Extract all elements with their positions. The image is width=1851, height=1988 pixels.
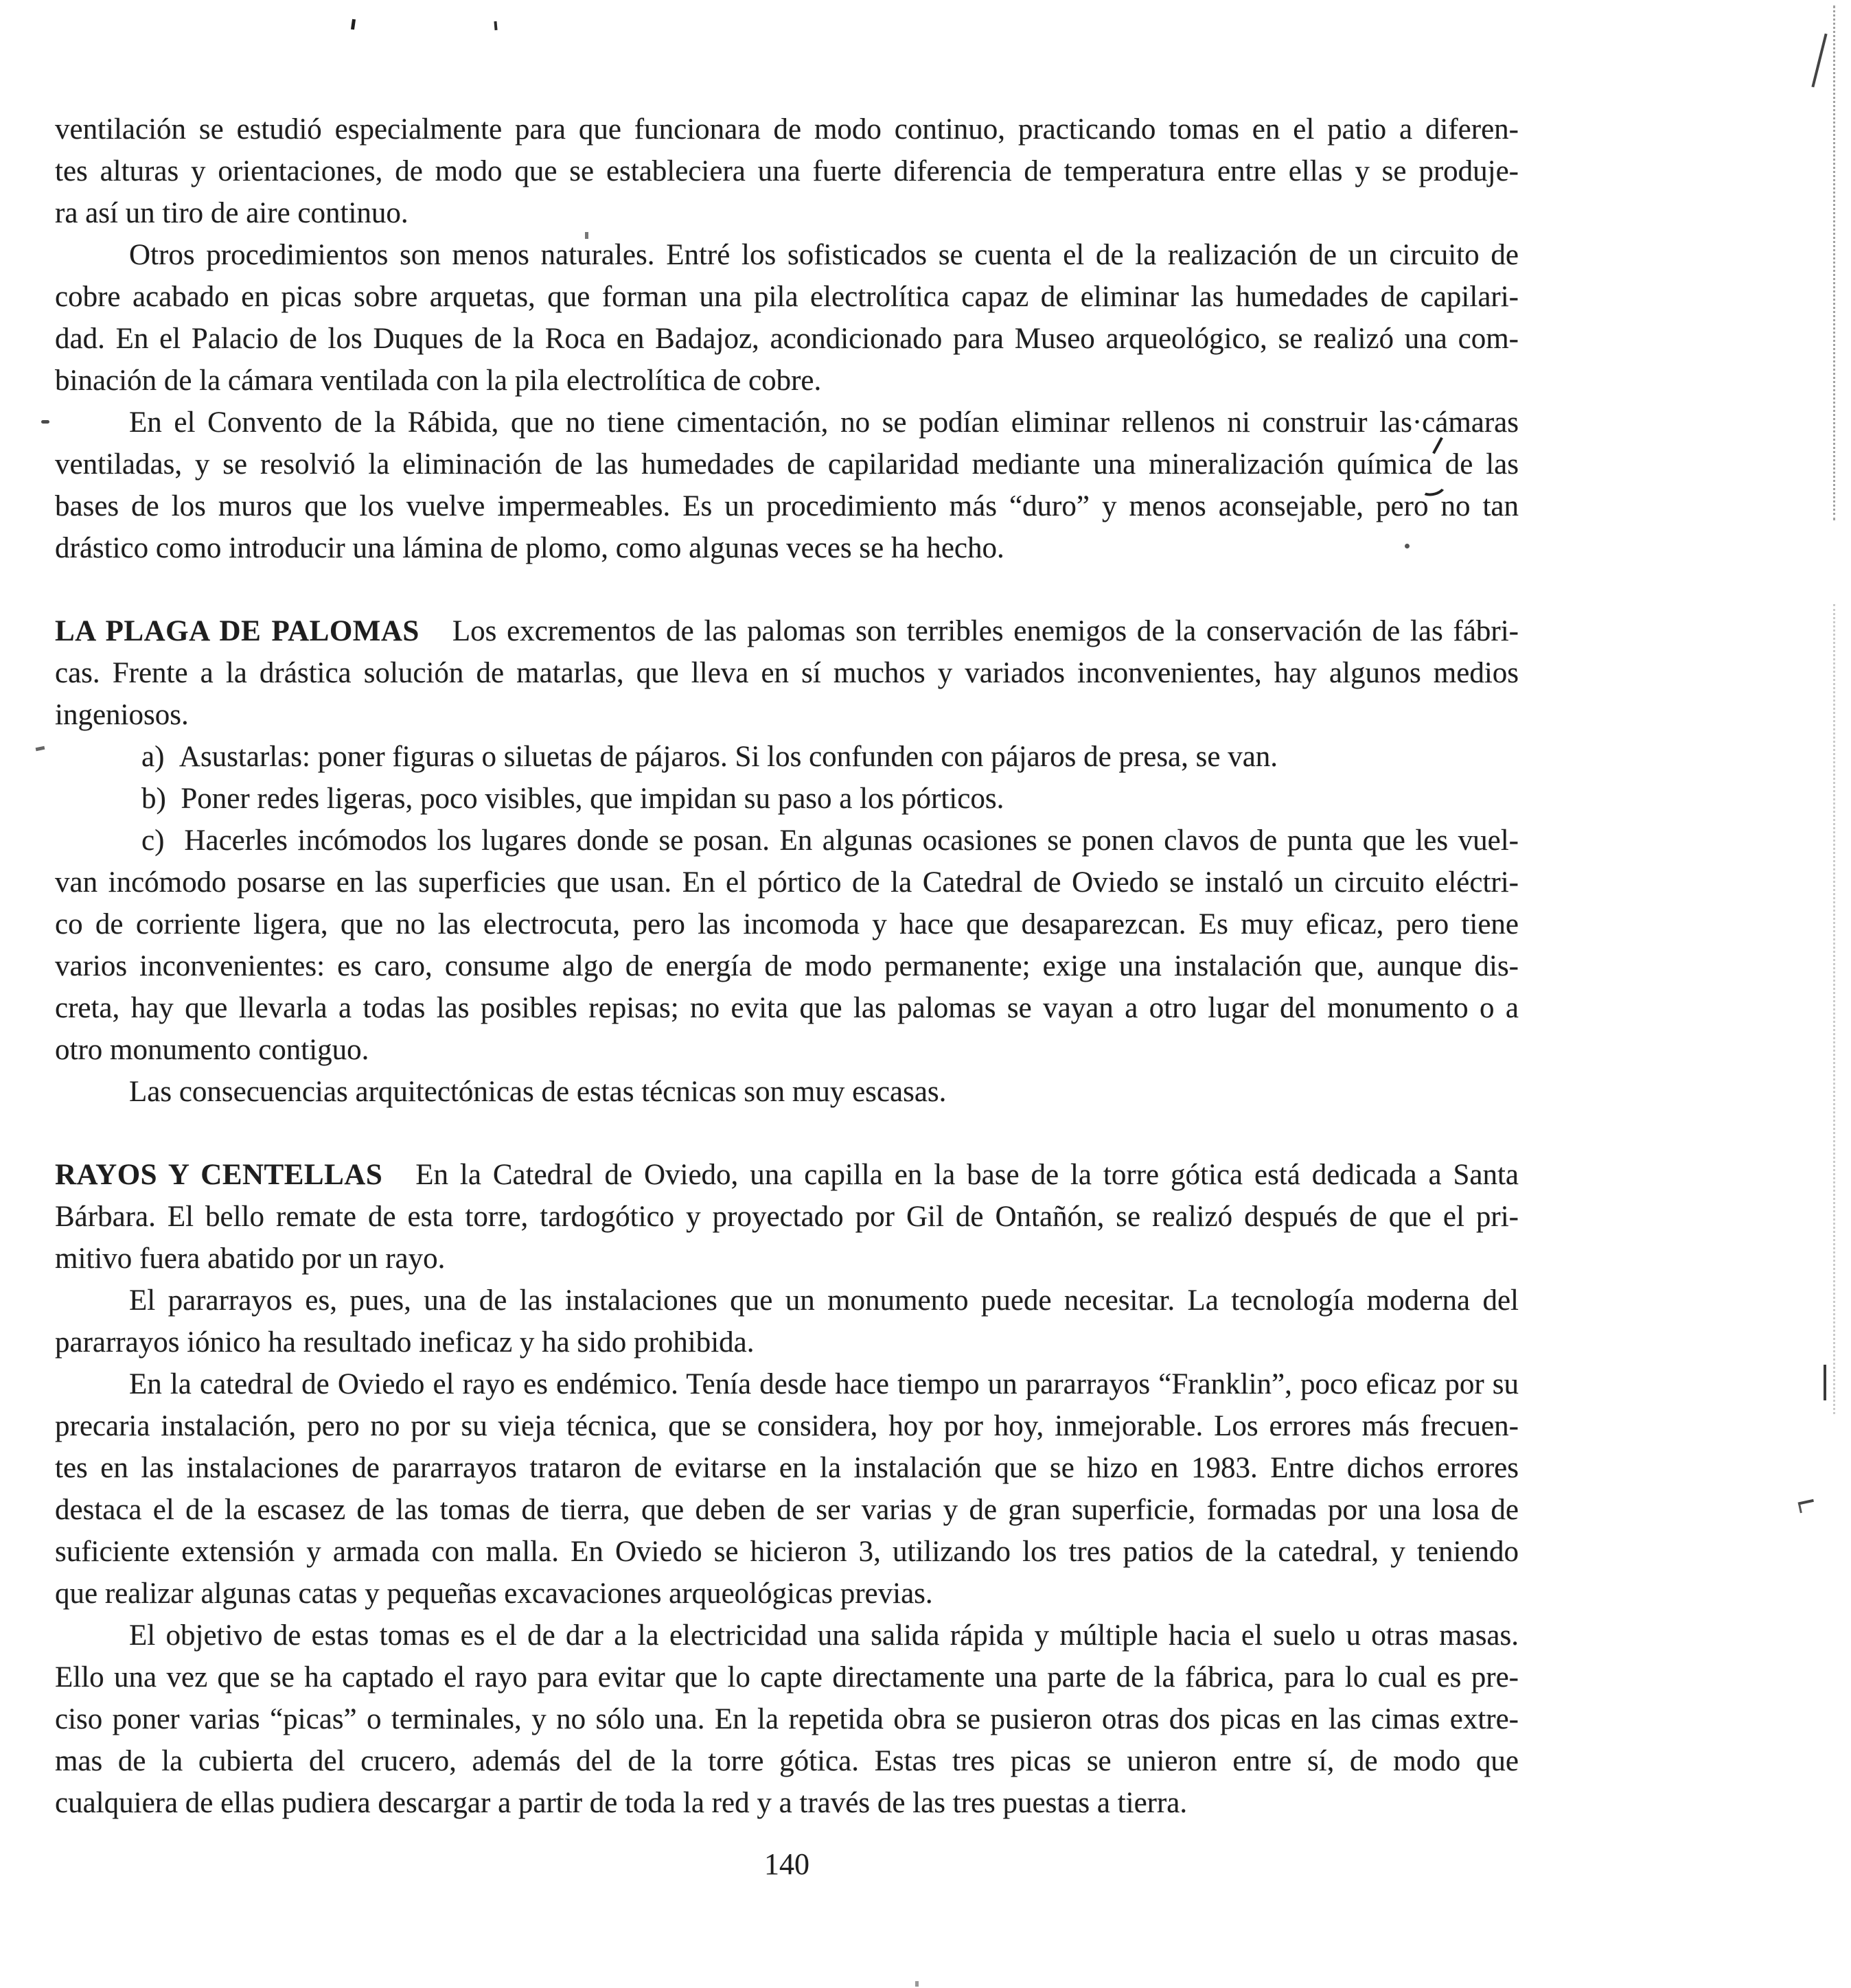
section-rayos xyxy=(55,1154,1519,1824)
paragraph: Las consecuencias arquitectónicas de estas técnicas son muy escasas. xyxy=(129,1076,947,1108)
list-item-c xyxy=(55,820,1519,1071)
paragraph xyxy=(55,1280,1519,1363)
section-lead-text: En la Catedral de Oviedo, una capilla en la base de la torre gótica está dedicada a Santa xyxy=(415,1159,1519,1191)
text-line: cobre acabado en picas sobre arquetas, que forman una pila electrolítica capaz de eliminar las humedades de capilari- xyxy=(55,281,1519,313)
text-line: ventiladas, y se resolvió la eliminación de las humedades de capilaridad mediante una mineralización química de las xyxy=(55,448,1519,481)
text-line: que realizar algunas catas y pequeñas excavaciones arqueológicas previas. xyxy=(55,1577,933,1610)
scan-speck xyxy=(915,1981,919,1987)
text-line: binación de la cámara ventilada con la pila electrolítica de cobre. xyxy=(55,365,822,397)
text-line: bases de los muros que los vuelve impermeables. Es un procedimiento más “duro” y menos aconsejable, pero no tan xyxy=(55,490,1519,522)
text-line: mas de la cubierta del crucero, además del de la torre gótica. Estas tres picas se unieron entre sí, de modo que xyxy=(55,1745,1519,1777)
text-line: c) Hacerles incómodos los lugares donde se posan. En algunas ocasiones se ponen clavos de punta que les vuel- xyxy=(141,824,1519,857)
scan-mark xyxy=(1811,34,1827,88)
text-line: drástico como introducir una lámina de plomo, como algunas veces se ha hecho. xyxy=(55,532,1004,564)
paragraph xyxy=(55,402,1519,569)
text-line: mitivo fuera abatido por un rayo. xyxy=(55,1242,446,1275)
section-heading: LA PLAGA DE PALOMAS xyxy=(55,615,419,647)
paragraph xyxy=(55,1363,1519,1615)
text-line: En el Convento de la Rábida, que no tiene cimentación, no se podían eliminar rellenos ni construir las·cámaras xyxy=(129,406,1519,439)
scan-mark xyxy=(1824,1365,1826,1400)
text-line: varios inconvenientes: es caro, consume algo de energía de modo permanente; exige una instalación que, aunque dis- xyxy=(55,950,1519,982)
scan-speck xyxy=(585,232,588,239)
scan-speck xyxy=(494,21,497,30)
paragraph xyxy=(55,1615,1519,1824)
scan-crease-line xyxy=(1833,604,1835,1414)
scan-mark xyxy=(41,420,49,424)
scan-mark xyxy=(1798,1499,1816,1513)
paragraph xyxy=(55,234,1519,402)
section-lead-text: Los excrementos de las palomas son terribles enemigos de la conservación de las fábri- xyxy=(452,615,1519,647)
section-heading: RAYOS Y CENTELLAS xyxy=(55,1159,383,1191)
text-line: precaria instalación, pero no por su vieja técnica, que se considera, hoy por hoy, inmejorable. Los errores más frecuen- xyxy=(55,1410,1519,1442)
section-heading-line xyxy=(55,1154,1519,1196)
page-number: 140 xyxy=(764,1847,809,1881)
text-line: En la catedral de Oviedo el rayo es endémico. Tenía desde hace tiempo un pararrayos “Franklin”, poco eficaz por su xyxy=(129,1368,1519,1400)
text-line: El pararrayos es, pues, una de las instalaciones que un monumento puede necesitar. La tecnología moderna del xyxy=(129,1284,1519,1317)
text-line: suficiente extensión y armada con malla. En Oviedo se hicieron 3, utilizando los tres patios de la catedral, y teniendo xyxy=(55,1536,1519,1568)
text-line: pararrayos iónico ha resultado ineficaz y ha sido prohibida. xyxy=(55,1326,755,1359)
section-heading-line xyxy=(55,610,1519,652)
scan-speck xyxy=(1405,544,1410,548)
text-line: tes alturas y orientaciones, de modo que se estableciera una fuerte diferencia de temperatura entre ellas y se produje- xyxy=(55,155,1519,187)
list-item-a: a) Asustarlas: poner figuras o siluetas de pájaros. Si los confunden con pájaros de presa, se van. xyxy=(141,741,1278,773)
text-line: van incómodo posarse en las superficies que usan. En el pórtico de la Catedral de Oviedo se instaló un circuito eléctri- xyxy=(55,866,1519,899)
list-item-b: b) Poner redes ligeras, poco visibles, que impidan su paso a los pórticos. xyxy=(141,783,1004,815)
section-palomas xyxy=(55,610,1519,1113)
text-line: creta, hay que llevarla a todas las posibles repisas; no evita que las palomas se vayan a otro lugar del monumento o a xyxy=(55,992,1519,1024)
scan-crease-line xyxy=(1833,5,1835,520)
paragraph xyxy=(55,108,1519,234)
text-line: ra así un tiro de aire continuo. xyxy=(55,197,409,229)
text-line: otro monumento contiguo. xyxy=(55,1034,369,1066)
scan-speck xyxy=(351,19,356,30)
text-line: ingeniosos. xyxy=(55,699,189,731)
text-line: tes en las instalaciones de pararrayos trataron de evitarse en la instalación que se hizo en 1983. Entre dichos errores xyxy=(55,1452,1519,1484)
text-line: ciso poner varias “picas” o terminales, y no sólo una. En la repetida obra se pusieron otras dos picas en las cimas extre- xyxy=(55,1703,1519,1735)
text-line: cualquiera de ellas pudiera descargar a partir de toda la red y a través de las tres puestas a tierra. xyxy=(55,1787,1188,1819)
text-line: ventilación se estudió especialmente para que funcionara de modo continuo, practicando tomas en el patio a diferen- xyxy=(55,113,1519,146)
text-line: Otros procedimientos son menos naturales. Entré los sofisticados se cuenta el de la realización de un circuito de xyxy=(129,239,1519,271)
text-line: Bárbara. El bello remate de esta torre, tardogótico y proyectado por Gil de Ontañón, se realizó después de que el pri- xyxy=(55,1201,1519,1233)
text-line: destaca el de la escasez de las tomas de tierra, que deben de ser varias y de gran superficie, formadas por una losa de xyxy=(55,1494,1519,1526)
text-line: El objetivo de estas tomas es el de dar a la electricidad una salida rápida y múltiple hacia el suelo u otras masas. xyxy=(129,1619,1519,1652)
text-line: co de corriente ligera, que no las electrocuta, pero las incomoda y hace que desaparezcan. Es muy eficaz, pero tiene xyxy=(55,908,1519,940)
text-line: cas. Frente a la drástica solución de matarlas, que lleva en sí muchos y variados inconvenientes, hay algunos medios xyxy=(55,657,1519,689)
text-block xyxy=(55,108,1519,1824)
text-line: Ello una vez que se ha captado el rayo para evitar que lo capte directamente una parte de la fábrica, para lo cual es pre- xyxy=(55,1661,1519,1694)
scan-mark xyxy=(36,746,45,752)
text-line: dad. En el Palacio de los Duques de la Roca en Badajoz, acondicionado para Museo arqueológico, se realizó una com- xyxy=(55,323,1519,355)
